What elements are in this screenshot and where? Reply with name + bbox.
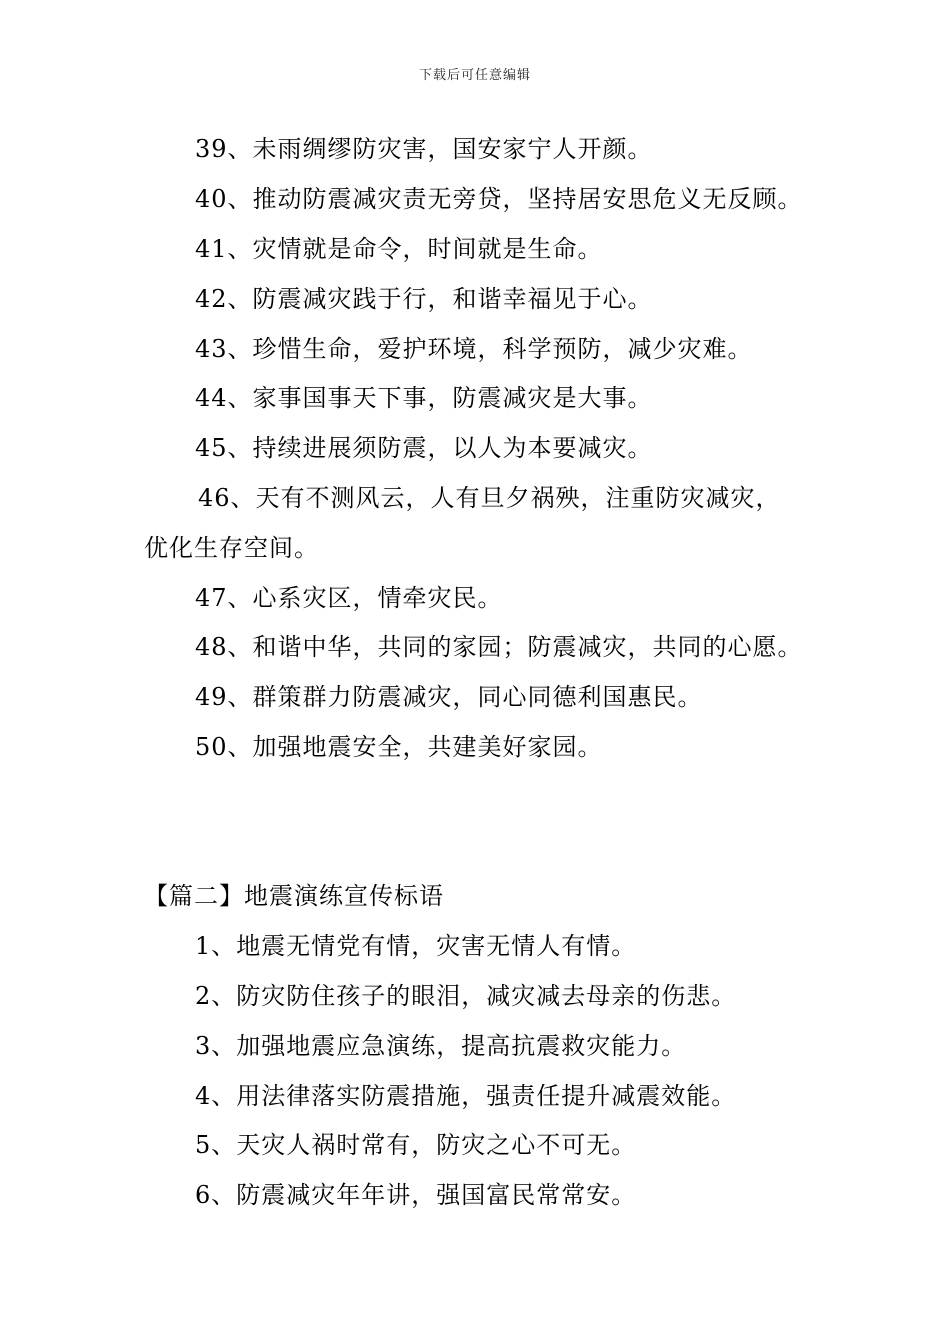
slogan-47: 47、心系灾区，情牵灾民。 (195, 584, 503, 612)
drill-slogan-5: 5、天灾人祸时常有，防灾之心不可无。 (195, 1131, 637, 1159)
drill-slogan-2: 2、防灾防住孩子的眼泪，减灾减去母亲的伤悲。 (195, 982, 737, 1010)
drill-slogan-1: 1、地震无情党有情，灾害无情人有情。 (195, 932, 637, 960)
slogan-44: 44、家事国事天下事，防震减灾是大事。 (195, 384, 653, 412)
slogan-49: 49、群策群力防震减灾，同心同德利国惠民。 (195, 683, 703, 711)
slogan-40: 40、推动防震减灾责无旁贷，坚持居安思危义无反顾。 (195, 185, 803, 213)
slogan-41: 41、灾情就是命令，时间就是生命。 (195, 235, 603, 263)
slogan-46-continued: 优化生存空间。 (144, 534, 319, 562)
drill-slogan-6: 6、防震减灾年年讲，强国富民常常安。 (195, 1181, 637, 1209)
section-title: 【篇二】地震演练宣传标语 (144, 882, 444, 910)
slogan-39: 39、未雨绸缪防灾害，国安家宁人开颜。 (195, 135, 653, 163)
slogan-50: 50、加强地震安全，共建美好家园。 (195, 733, 603, 761)
slogan-42: 42、防震减灾践于行，和谐幸福见于心。 (195, 285, 653, 313)
slogan-48: 48、和谐中华，共同的家园；防震减灾，共同的心愿。 (195, 633, 803, 661)
drill-slogan-3: 3、加强地震应急演练，提高抗震救灾能力。 (195, 1032, 687, 1060)
slogan-43: 43、珍惜生命，爱护环境，科学预防，减少灾难。 (195, 335, 753, 363)
slogan-45: 45、持续进展须防震，以人为本要减灾。 (195, 434, 653, 462)
drill-slogan-4: 4、用法律落实防震措施，强责任提升减震效能。 (195, 1082, 737, 1110)
slogan-46: 46、天有不测风云，人有旦夕祸殃，注重防灾减灾， (198, 484, 781, 512)
page-header: 下载后可任意编辑 (418, 68, 531, 83)
